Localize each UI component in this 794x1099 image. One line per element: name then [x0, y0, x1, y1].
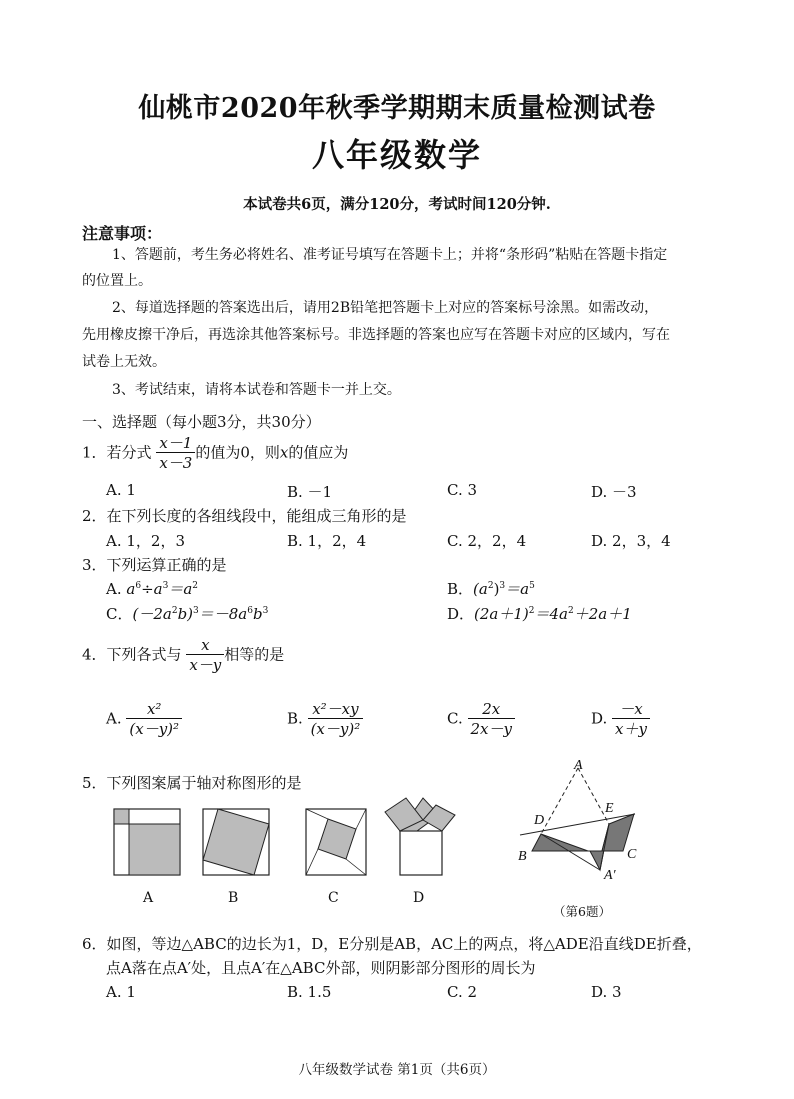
q1-number: 1． [82, 443, 107, 462]
q1-option-c: C. 3 [447, 481, 478, 499]
q5-figures [100, 785, 460, 915]
q1-frac-den: x－3 [159, 454, 193, 472]
q4-pre: 4．下列各式与 [82, 645, 182, 664]
exam-info: 本试卷共6页，满分120分，考试时间120分钟. [243, 196, 551, 213]
notice-item-1-line-1: 1、答题前，考生务必将姓名、准考证号填写在答题卡上；并将“条形码”粘贴在答题卡指定 [112, 247, 668, 263]
q4-option-b: B. $\frac{\text{x²－xy}}{\text{(x－y)²}}$ [287, 700, 363, 739]
q4-option-c: C. $\frac{2x}{2x-y}$ [447, 700, 515, 739]
q1-post-b: 的值应为 [288, 443, 349, 462]
q6-point-a: A [574, 758, 583, 773]
q6-point-b: B [518, 849, 527, 864]
q5-figure-b [203, 809, 269, 875]
q6-option-c: C. 2 [447, 983, 478, 1001]
q6-option-b: B. 1.5 [287, 983, 332, 1001]
question-3: 3．下列运算正确的是 [82, 556, 227, 574]
notice-item-2-line-1: 2、每道选择题的答案选出后，请用2B铅笔把答题卡上对应的答案标号涂黑。如需改动， [112, 300, 659, 316]
q1-frac-num: x－1 [156, 434, 195, 453]
q3-option-b: B．$(a^2)^3=a^5$ [447, 580, 535, 598]
q5-label-b: B [228, 890, 239, 906]
question-4 [82, 636, 284, 675]
q3-option-a: A. $a^6\div a^3=a^2$ [106, 580, 199, 598]
q4-post: 相等的是 [224, 645, 285, 664]
exam-title: 仙桃市2020年秋季学期期末质量检测试卷 [138, 93, 656, 124]
section-heading: 一、选择题（每小题3分，共30分） [82, 413, 321, 431]
q1-option-b: B. －1 [287, 483, 333, 501]
q6-option-d: D. 3 [591, 983, 622, 1001]
subject-title: 八年级数学 [311, 136, 482, 174]
q6-point-d: D [534, 813, 545, 828]
q5-label-a: A [143, 890, 154, 906]
q5-figure-c [306, 809, 366, 875]
q2-option-d: D. 2，3，4 [591, 532, 671, 550]
q4-option-d: D. $\frac{-x}{x+y}$ [591, 700, 650, 739]
q2-option-a: A. 1，2，3 [106, 532, 185, 550]
q3-option-d: D．$(2a+1)^2=4a^2+2a+1$ [447, 605, 632, 623]
question-2: 2．在下列长度的各组线段中，能组成三角形的是 [82, 507, 407, 525]
page-footer: 八年级数学试卷 第1页（共6页） [298, 1062, 496, 1078]
notice-item-2-line-3: 试卷上无效。 [82, 354, 166, 370]
q5-figure-d [385, 791, 455, 875]
q6-point-c: C [627, 847, 637, 862]
q1-var: x [279, 443, 289, 462]
q1-option-d: D. －3 [591, 483, 637, 501]
notice-item-1-line-2: 的位置上。 [82, 273, 152, 289]
question-5: 5．下列图案属于轴对称图形的是 [82, 774, 302, 792]
question-1 [82, 434, 348, 473]
q4-frac-num: x [186, 636, 224, 655]
q1-pre: 若分式 [106, 443, 152, 462]
q5-label-d: D [413, 890, 425, 906]
q5-label-c: C [328, 890, 339, 906]
notice-item-3: 3、考试结束，请将本试卷和答题卡一并上交。 [112, 382, 401, 398]
q1-fraction [156, 434, 195, 473]
q5-figure-a [114, 809, 180, 875]
q6-figure [510, 756, 660, 896]
q6-option-a: A. 1 [106, 983, 136, 1001]
notice-heading: 注意事项： [82, 224, 163, 243]
q4-option-a: A. $\frac{\text{x²}}{\text{(x－y)²}}$ [106, 700, 182, 739]
q2-option-b: B. 1，2，4 [287, 532, 367, 550]
notice-item-2-line-2: 先用橡皮擦干净后，再选涂其他答案标号。非选择题的答案也应写在答题卡对应的区域内，写在 [82, 327, 670, 343]
q6-point-e: E [605, 801, 614, 816]
question-6-line-1: 6．如图，等边△ABC的边长为1，D，E分别是AB，AC上的两点，将△ADE沿直线DE折叠， [82, 935, 702, 953]
q1-post-a: 的值为0，则 [195, 443, 280, 462]
q6-point-a-prime: A′ [604, 868, 616, 883]
q4-frac-den: x－y [189, 656, 222, 674]
q3-option-c: C．$(-2a^2b)^3=-8a^6b^3$ [106, 605, 269, 623]
q2-option-c: C. 2，2，4 [447, 532, 527, 550]
q1-option-a: A. 1 [106, 481, 136, 499]
question-6-line-2: 点A落在点A′处，且点A′在△ABC外部，则阴影部分图形的周长为 [106, 959, 536, 977]
q6-figure-caption: （第6题） [553, 904, 611, 919]
q4-fraction [186, 636, 224, 675]
